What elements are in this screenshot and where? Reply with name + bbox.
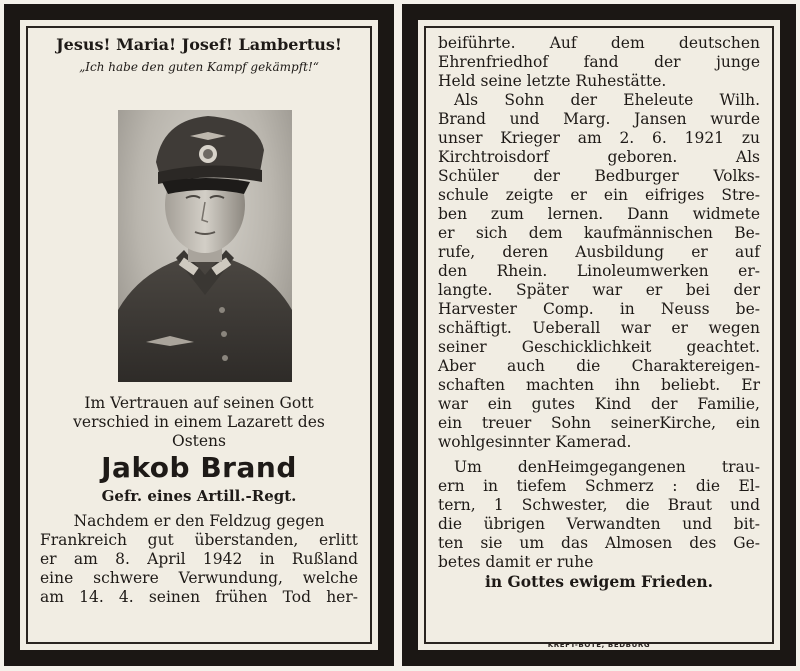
left-card <box>4 4 394 666</box>
right-body-line-15: Harvester Comp. in Neuss be- <box>438 300 760 318</box>
right-body-line-25: tern, 1 Schwester, die Braut und <box>438 496 760 514</box>
left-body-line-2: Frankreich gut überstanden, erlitt <box>40 531 358 549</box>
right-body-line-5: Brand und Marg. Jansen wurde <box>438 110 760 128</box>
right-body-line-20: war ein gutes Kind der Familie, <box>438 395 760 413</box>
left-card-border <box>26 26 372 644</box>
intro-line-1: Im Vertrauen auf seinen Gott <box>84 394 314 412</box>
right-body-line-12: rufe, deren Ausbildung er auf <box>438 243 760 261</box>
left-body-line-5: am 14. 4. seinen frühen Tod her- <box>40 588 358 606</box>
right-body-line-18: Aber auch die Charaktereigen- <box>438 357 760 375</box>
right-card-paper <box>418 20 780 650</box>
right-body-line-7: Kirchtroisdorf geboren. Als <box>438 148 760 166</box>
right-body-line-17: seiner Geschicklichkeit geachtet. <box>438 338 760 356</box>
printer-imprint: KREFT-BOTE, BEDBURG <box>547 641 651 649</box>
right-card-border <box>424 26 774 644</box>
right-body-line-6: unser Krieger am 2. 6. 1921 zu <box>438 129 760 147</box>
intro-line-2: verschied in einem Lazarett des <box>73 413 325 431</box>
left-body-line-1: Nachdem er den Feldzug gegen <box>73 512 325 530</box>
right-body-line-8: Schüler der Bedburger Volks- <box>438 167 760 185</box>
left-card-paper <box>20 20 378 650</box>
left-body-line-3: er am 8. April 1942 in Rußland <box>40 550 358 568</box>
right-body-line-16: schäftigt. Ueberall war er wegen <box>438 319 760 337</box>
right-body-line-4: Als Sohn der Eheleute Wilh. <box>454 91 760 109</box>
right-body-line-19: schaften machten ihn beliebt. Er <box>438 376 760 394</box>
soldier-portrait-photo <box>118 110 292 382</box>
military-rank: Gefr. eines Artill.-Regt. <box>101 487 297 505</box>
right-body-line-27: ten sie um das Almosen des Ge- <box>438 534 760 552</box>
intro-line-3: Ostens <box>171 432 226 450</box>
right-body-line-3: Held seine letzte Ruhestätte. <box>438 72 667 90</box>
right-body-line-23: Um denHeimgegangenen trau- <box>454 458 760 476</box>
right-body-line-2: Ehrenfriedhof fand der junge <box>438 53 760 71</box>
right-body-line-28: betes damit er ruhe <box>438 553 594 571</box>
deceased-name: Jakob Brand <box>101 451 297 484</box>
right-body-line-22: wohlgesinnter Kamerad. <box>438 433 632 451</box>
right-card <box>402 4 796 666</box>
right-body-line-26: die übrigen Verwandten und bit- <box>438 515 760 533</box>
right-body-line-24: ern in tiefem Schmerz : die El- <box>438 477 760 495</box>
closing-line: in Gottes ewigem Frieden. <box>484 572 714 591</box>
right-body-line-14: langte. Später war er bei der <box>438 281 760 299</box>
religious-heading: Jesus! Maria! Josef! Lambertus! <box>56 35 342 54</box>
left-body-line-4: eine schwere Verwundung, welche <box>40 569 358 587</box>
right-body-line-13: den Rhein. Linoleumwerken er- <box>438 262 760 280</box>
right-body-line-10: ben zum lernen. Dann widmete <box>438 205 760 223</box>
right-body-line-11: er sich dem kaufmännischen Be- <box>438 224 760 242</box>
right-body-line-9: schule zeigte er ein eifriges Stre- <box>438 186 760 204</box>
right-body-line-21: ein treuer Sohn seinerKirche, ein <box>438 414 760 432</box>
right-body-line-1: beiführte. Auf dem deutschen <box>438 34 760 52</box>
motto: „Ich habe den guten Kampf gekämpft!“ <box>79 60 319 74</box>
